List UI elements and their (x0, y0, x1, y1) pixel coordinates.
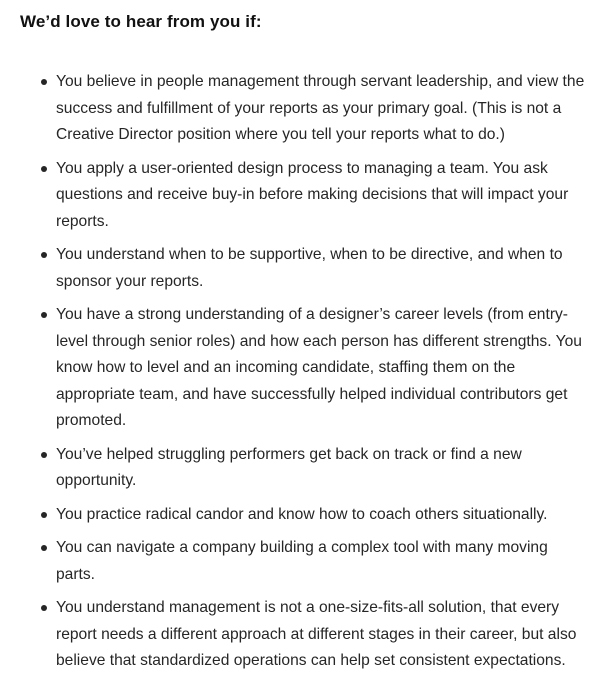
bullet-icon (41, 312, 47, 318)
requirements-list (20, 69, 586, 675)
list-item-text: You’ve helped struggling performers get back on track or find a new opportunity. (56, 445, 522, 489)
bullet-icon (41, 166, 47, 172)
section-heading: We’d love to hear from you if: (20, 12, 262, 31)
bullet-icon (41, 79, 47, 85)
list-item (20, 302, 586, 435)
list-item-text: You understand management is not a one-size-fits-all solution, that every report needs a different approach at different stages in their career, but also believe that standardized operations can help set consistent expectations. (56, 599, 577, 669)
list-item (20, 69, 586, 149)
list-item (20, 502, 586, 529)
list-item-text: You understand when to be supportive, when to be directive, and when to sponsor your reports. (56, 246, 563, 290)
bullet-icon (41, 545, 47, 551)
list-item-text: You practice radical candor and know how to coach others situationally. (56, 505, 548, 523)
list-item (20, 595, 586, 675)
list-item (20, 535, 586, 588)
list-item (20, 156, 586, 236)
list-item (20, 242, 586, 295)
bullet-icon (41, 252, 47, 258)
list-item (20, 442, 586, 495)
list-item-text: You believe in people management through servant leadership, and view the success and fulfillment of your reports as your primary goal. (This is not a Creative Director position where you tell your reports what to do.) (56, 73, 585, 143)
list-item-text: You can navigate a company building a complex tool with many moving parts. (56, 539, 548, 583)
bullet-icon (41, 605, 47, 611)
bullet-icon (41, 452, 47, 458)
list-item-text: You apply a user-oriented design process to managing a team. You ask questions and receive buy-in before making decisions that will impact your reports. (56, 159, 569, 230)
bullet-icon (41, 512, 47, 518)
list-item-text: You have a strong understanding of a designer’s career levels (from entry-level through senior roles) and how each person has different strengths. You know how to level and an incoming candidate, staffing them on the appropriate team, and have successfully helped individual contributors get promoted. (56, 306, 582, 429)
